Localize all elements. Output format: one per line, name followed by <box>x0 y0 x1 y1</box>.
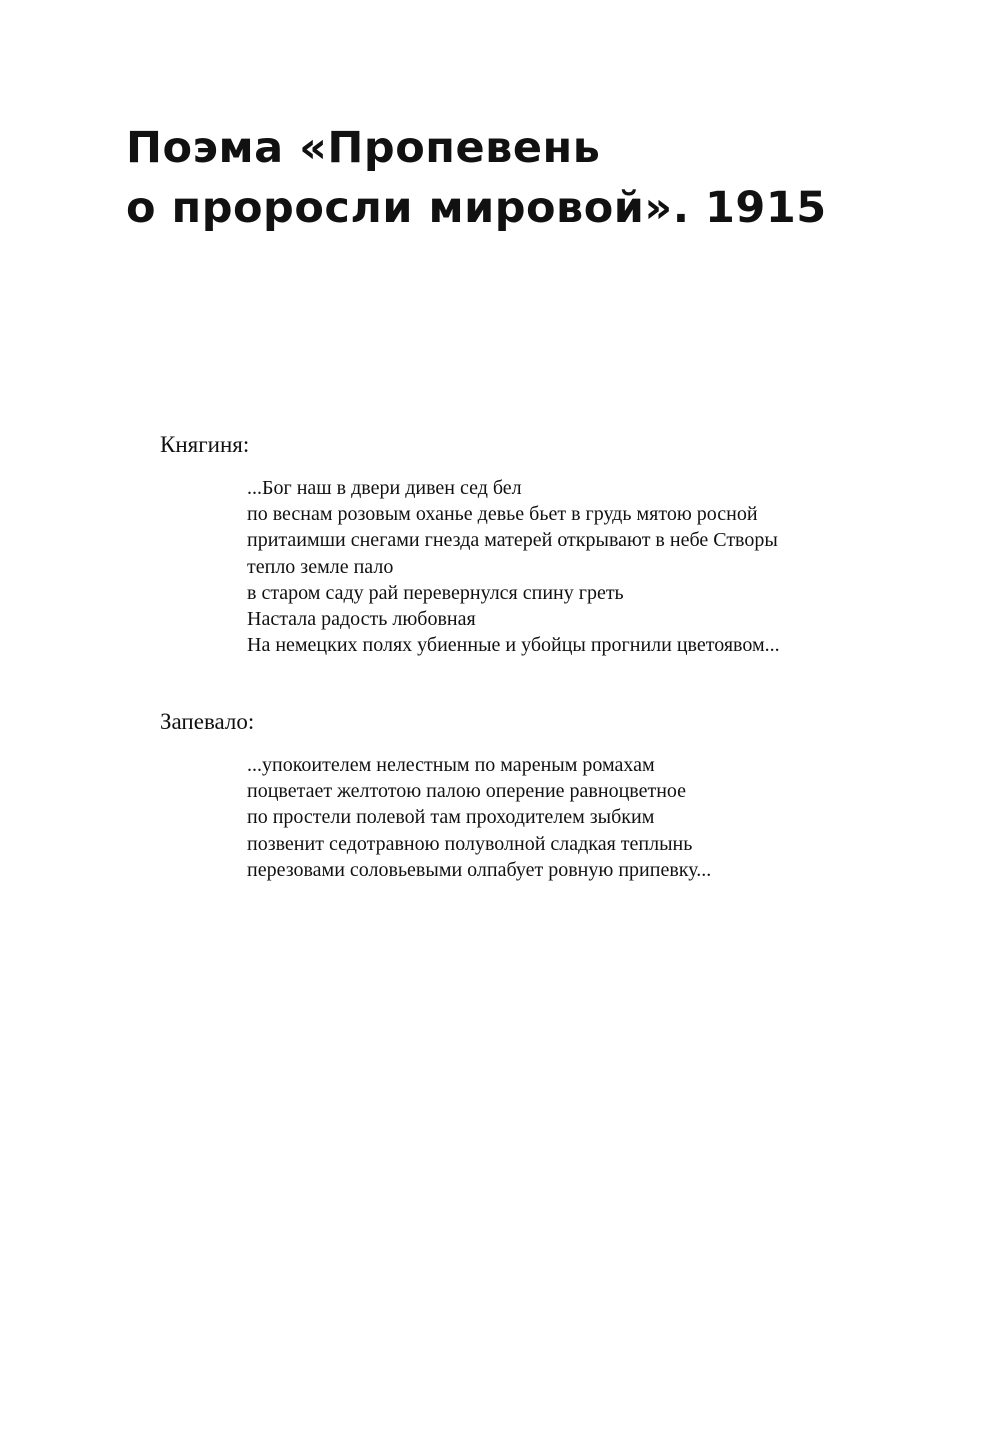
speaker-label-knyaginya: Княгиня: <box>160 432 250 457</box>
verse-line: На немецких полях убиенные и убойцы прогнили цветоявом... <box>247 634 780 657</box>
title-line-1: Поэма «Пропевень <box>126 123 601 173</box>
verse-line: ...Бог наш в двери дивен сед бел <box>247 477 522 499</box>
page-title <box>126 118 827 238</box>
verse-block-zapevalo <box>247 752 711 883</box>
title-line-2: о проросли мировой». 1915 <box>126 183 827 233</box>
speaker-label-zapevalo: Запевало: <box>160 709 255 734</box>
verse-line: в старом саду рай перевернулся спину греть <box>247 581 624 604</box>
verse-line: Настала радость любовная <box>247 608 476 631</box>
verse-block-knyaginya <box>247 475 780 658</box>
verse-line: по простели полевой там проходителем зыбким <box>247 806 655 829</box>
verse-line: перезовами соловьевыми олпабует ровную припевку... <box>247 858 712 881</box>
verse-line: ...упокоителем нелестным по мареным ромахам <box>247 754 655 776</box>
verse-line: притаимши снегами гнезда матерей открывают в небе Створы <box>247 529 778 552</box>
verse-line: тепло земле пало <box>247 555 394 578</box>
verse-line: по веснам розовым оханье девье бьет в грудь мятою росной <box>247 503 758 526</box>
verse-line: поцветает желтотою палою оперение равноцветное <box>247 780 687 803</box>
verse-line: позвенит седотравною полуволной сладкая теплынь <box>247 832 693 855</box>
